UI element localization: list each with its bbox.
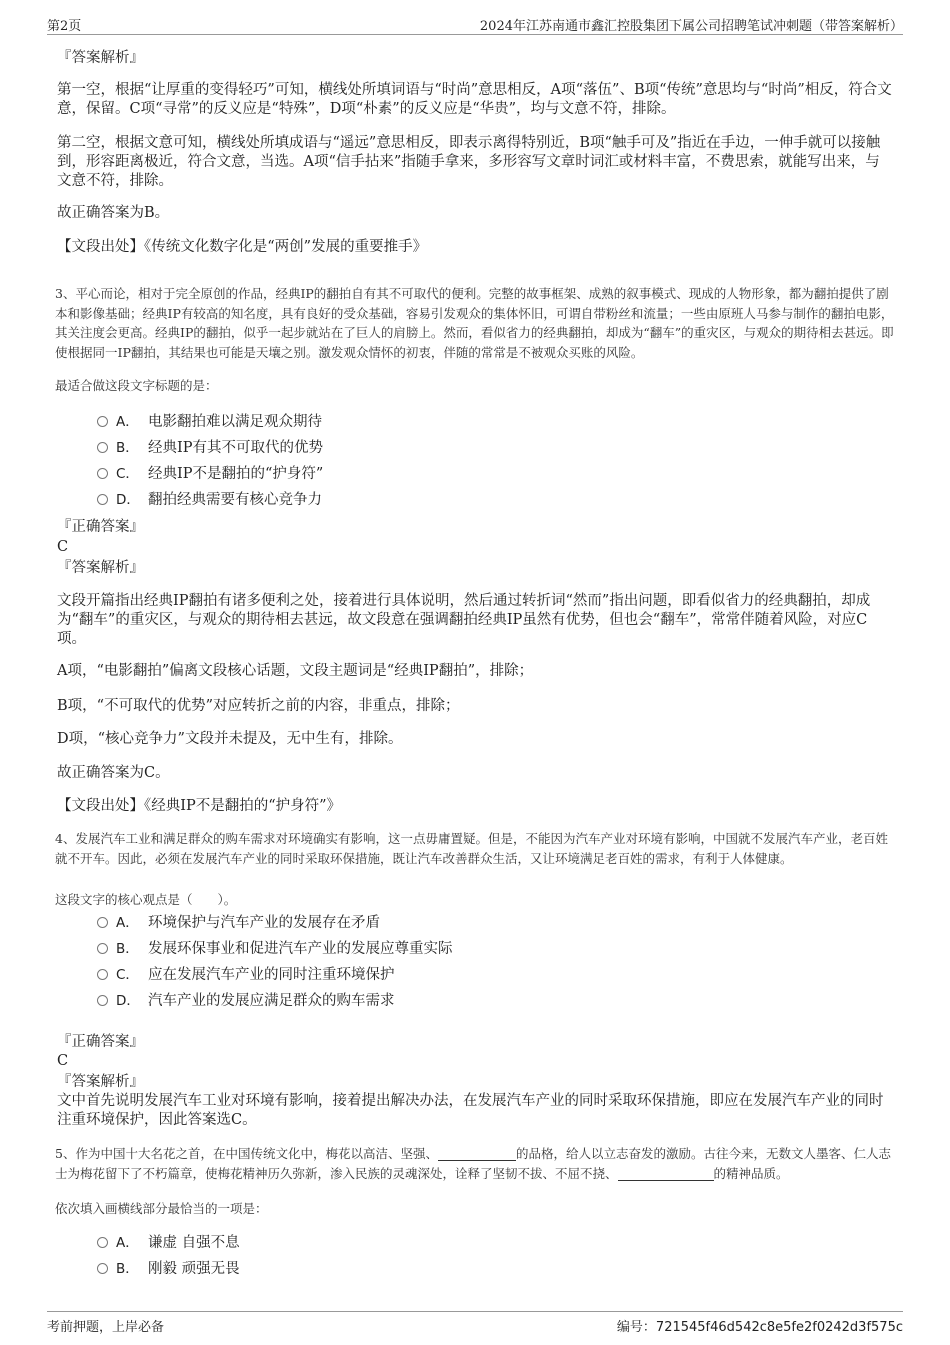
q4-answer: C xyxy=(57,1053,69,1069)
page-footer xyxy=(47,1311,903,1334)
q3-option-a[interactable]: A． 电影翻拍难以满足观众期待 xyxy=(97,413,322,432)
q4-option-a[interactable]: A． 环境保护与汽车产业的发展存在矛盾 xyxy=(97,914,380,933)
q5-passage: 5、作为中国十大名花之首，在中国传统文化中，梅花以高洁、坚强、 的品格，给人以立志奋发的激励。古往今来，无数文人墨客、仁人志士为梅花留下了不朽篇章，使梅花精神历久弥新，渗入民族的灵魂深处，诠释了坚韧不拔、不屈不挠、 的精神品质。 xyxy=(55,1146,891,1181)
radio-icon[interactable] xyxy=(97,943,108,954)
q3-answer-label: 『正确答案』 xyxy=(57,519,144,535)
q3-option-c[interactable]: C． 经典IP不是翻拍的“护身符” xyxy=(97,465,323,484)
q4-option-c[interactable]: C． 应在发展汽车产业的同时注重环境保护 xyxy=(97,966,395,985)
radio-icon[interactable] xyxy=(97,969,108,980)
q4-answer-label: 『正确答案』 xyxy=(57,1034,144,1050)
q5-option-b[interactable]: B． 刚毅 顽强无畏 xyxy=(97,1260,240,1279)
document-title: 2024年江苏南通市鑫汇控股集团下属公司招聘笔试冲刺题（带答案解析） xyxy=(479,19,903,34)
q3-question: 最适合做这段文字标题的是： xyxy=(55,378,218,393)
q3-analysis-d: D项，“核心竞争力”文段并未提及，无中生有，排除。 xyxy=(57,731,403,747)
fill-blank-1 xyxy=(438,1147,516,1161)
q3-passage: 3、平心而论，相对于完全原创的作品，经典IP的翻拍自有其不可取代的便利。完整的故事框架、成熟的叙事模式、现成的人物形象，都为翻拍提供了剧本和影像基础；经典IP有较高的知名度，具有良好的受众基础，容易引发观众的集体怀旧，可谓自带粉丝和流量；一些由原班人马参与制作的翻拍电影，其关注度会更高。经典IP的翻拍，似乎一起步就站在了巨人的肩膀上。然而，看似省力的经典翻拍，却成为“翻车”的重灾区，与观众的期待相去甚远。即使根据同一IP翻拍，其结果也可能是天壤之别。激发观众情怀的初衷，伴随的常常是不被观众买账的风险。 xyxy=(55,286,894,360)
radio-icon[interactable] xyxy=(97,442,108,453)
q2-source: 【文段出处】《传统文化数字化是“两创”发展的重要推手》 xyxy=(57,239,428,255)
footer-slogan: 考前押题，上岸必备 xyxy=(47,1320,165,1335)
q2-analysis-label: 『答案解析』 xyxy=(57,50,144,66)
q5-question: 依次填入画横线部分最恰当的一项是： xyxy=(55,1201,268,1216)
radio-icon[interactable] xyxy=(97,416,108,427)
page-number: 第2页 xyxy=(47,19,82,34)
q3-source: 【文段出处】《经典IP不是翻拍的“护身符”》 xyxy=(57,798,342,814)
q4-option-b[interactable]: B． 发展环保事业和促进汽车产业的发展应尊重实际 xyxy=(97,940,453,959)
q4-question: 这段文字的核心观点是（ ）。 xyxy=(55,892,237,907)
radio-icon[interactable] xyxy=(97,995,108,1006)
q3-conclusion: 故正确答案为C。 xyxy=(57,765,170,781)
q4-analysis: 文中首先说明发展汽车工业对环境有影响，接着提出解决办法，在发展汽车产业的同时采取环保措施，即应在发展汽车产业的同时注重环境保护，因此答案选C。 xyxy=(57,1093,884,1128)
document-code: 编号：721545f46d542c8e5fe2f0242d3f575c xyxy=(616,1320,903,1335)
radio-icon[interactable] xyxy=(97,917,108,928)
radio-icon[interactable] xyxy=(97,468,108,479)
q4-analysis-label: 『答案解析』 xyxy=(57,1074,144,1090)
q3-option-d[interactable]: D． 翻拍经典需要有核心竞争力 xyxy=(97,491,322,510)
q3-analysis-label: 『答案解析』 xyxy=(57,560,144,576)
page-header xyxy=(47,14,903,35)
radio-icon[interactable] xyxy=(97,1237,108,1248)
q3-analysis-a: A项，“电影翻拍”偏离文段核心话题，文段主题词是“经典IP翻拍”，排除； xyxy=(57,663,534,679)
radio-icon[interactable] xyxy=(97,494,108,505)
fill-blank-2 xyxy=(618,1167,714,1181)
q2-analysis-p1: 第一空，根据“让厚重的变得轻巧”可知，横线处所填词语与“时尚”意思相反，A项“落伍”、B项“传统”意思均与“时尚”相反，符合文意，保留。C项“寻常”的反义应是“特殊”，D项“朴素”的反义应是“华贵”，均与文意不符，排除。 xyxy=(57,82,892,117)
q5-option-a[interactable]: A． 谦虚 自强不息 xyxy=(97,1234,240,1253)
q3-answer: C xyxy=(57,539,69,555)
q2-analysis-p2: 第二空，根据文意可知，横线处所填成语与“遥远”意思相反，即表示离得特别近，B项“触手可及”指近在手边，一伸手就可以接触到，形容距离极近，符合文意，当选。A项“信手拈来”指随手拿来，多形容写文章时词汇或材料丰富，不费思索，就能写出来，与文意不符，排除。 xyxy=(57,135,881,189)
q4-option-d[interactable]: D． 汽车产业的发展应满足群众的购车需求 xyxy=(97,992,395,1011)
radio-icon[interactable] xyxy=(97,1263,108,1274)
q3-analysis-p1: 文段开篇指出经典IP翻拍有诸多便利之处，接着进行具体说明，然后通过转折词“然而”指出问题，即看似省力的经典翻拍，却成为“翻车”的重灾区，与观众的期待相去甚远，故文段意在强调翻拍经典IP虽然有优势，但也会“翻车”，常常伴随着风险，对应C项。 xyxy=(57,593,871,647)
q2-conclusion: 故正确答案为B。 xyxy=(57,205,170,221)
q3-option-b[interactable]: B． 经典IP有其不可取代的优势 xyxy=(97,439,323,458)
q3-analysis-b: B项，“不可取代的优势”对应转折之前的内容，非重点，排除； xyxy=(57,698,460,714)
q4-passage: 4、发展汽车工业和满足群众的购车需求对环境确实有影响，这一点毋庸置疑。但是，不能因为汽车产业对环境有影响，中国就不发展汽车产业，老百姓就不开车。因此，必须在发展汽车产业的同时采取环保措施，既让汽车改善群众生活，又让环境满足老百姓的需求，有利于人体健康。 xyxy=(55,831,888,866)
